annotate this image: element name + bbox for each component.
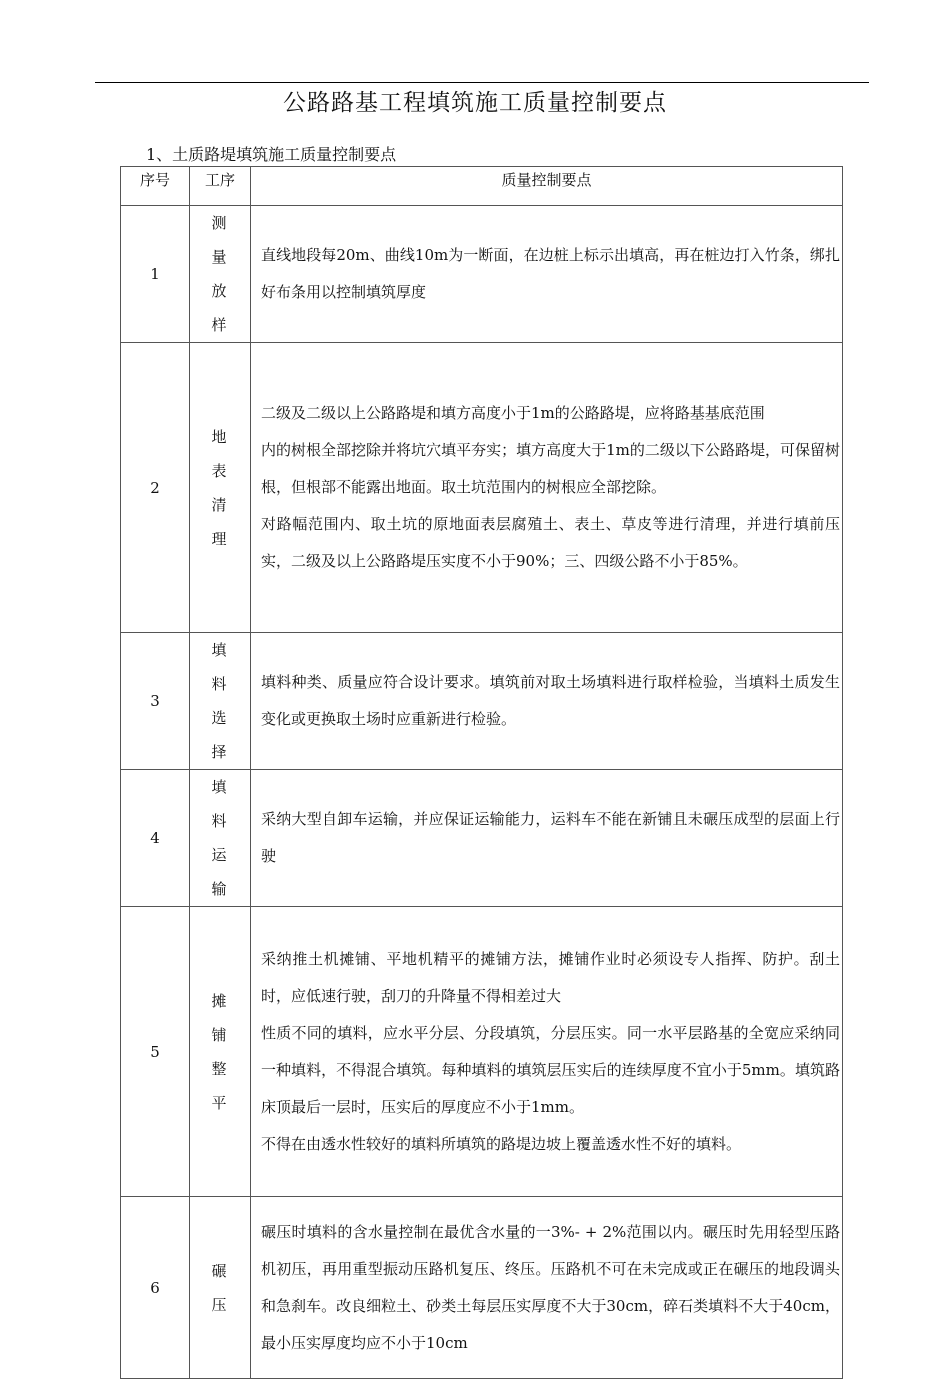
table-row <box>121 206 843 343</box>
row-requirements <box>251 1197 843 1379</box>
row-process <box>190 633 251 770</box>
requirement-paragraph: 直线地段每20m、曲线10m为一断面，在边桩上标示出填高，再在桩边打入竹条，绑扎好布条用以控制填筑厚度 <box>261 246 840 301</box>
row-process <box>190 343 251 633</box>
row-seq: 1 <box>121 206 190 343</box>
row-seq: 5 <box>121 907 190 1197</box>
row-process <box>190 770 251 907</box>
header-requirements: 质量控制要点 <box>251 167 843 206</box>
table-row <box>121 343 843 633</box>
section-title: 1、土质路堤填筑施工质量控制要点 <box>146 145 397 164</box>
header-process: 工序 <box>190 167 251 206</box>
table-row <box>121 1197 843 1379</box>
row-seq: 3 <box>121 633 190 770</box>
row-process-text: 填料选择 <box>211 641 229 761</box>
row-process-text: 摊铺整平 <box>211 991 229 1112</box>
row-process-text: 填料运输 <box>211 778 229 898</box>
requirement-paragraph: 二级及二级以上公路路堤和填方高度小于1m的公路路堤，应将路基基底范围 <box>261 404 765 422</box>
quality-control-table <box>120 166 843 1379</box>
row-requirements <box>251 907 843 1197</box>
row-requirements <box>251 633 843 770</box>
table-row <box>121 633 843 770</box>
row-requirements <box>251 343 843 633</box>
row-requirements <box>251 206 843 343</box>
row-process <box>190 206 251 343</box>
table-header-row <box>121 167 843 206</box>
row-process-text: 测量放样 <box>211 214 229 334</box>
requirement-paragraph: 内的树根全部挖除并将坑穴填平夯实；填方高度大于1m的二级以下公路路堤，可保留树根，但根部不能露出地面。取土坑范围内的树根应全部挖除。 <box>261 441 840 496</box>
requirement-paragraph: 碾压时填料的含水量控制在最优含水量的一3%- + 2%范围以内。碾压时先用轻型压路机初压，再用重型振动压路机复压、终压。压路机不可在未完成或正在碾压的地段调头和急刹车。改良细粒土、砂类土每层压实厚度不大于30cm，碎石类填料不大于40cm，最小压实厚度均应不小于10cm <box>261 1222 840 1352</box>
row-process-text: 碾压 <box>211 1261 229 1314</box>
row-seq: 2 <box>121 343 190 633</box>
row-process-text: 地表清理 <box>211 427 229 548</box>
row-process <box>190 907 251 1197</box>
document-title: 公路路基工程填筑施工质量控制要点 <box>283 90 667 116</box>
table-row <box>121 907 843 1197</box>
table-row <box>121 770 843 907</box>
row-seq: 4 <box>121 770 190 907</box>
requirement-paragraph: 采纳推土机摊铺、平地机精平的摊铺方法，摊铺作业时必须设专人指挥、防护。刮土时，应低速行驶，刮刀的升降量不得相差过大 <box>261 949 840 1005</box>
requirement-paragraph: 不得在由透水性较好的填料所填筑的路堤边坡上覆盖透水性不好的填料。 <box>261 1134 742 1153</box>
header-seq: 序号 <box>121 167 190 206</box>
requirement-paragraph: 填料种类、质量应符合设计要求。填筑前对取土场填料进行取样检验，当填料土质发生变化或更换取土场时应重新进行检验。 <box>261 673 840 728</box>
header-rule <box>95 82 869 83</box>
row-process <box>190 1197 251 1379</box>
requirement-paragraph: 采纳大型自卸车运输，并应保证运输能力，运料车不能在新铺且未碾压成型的层面上行驶 <box>261 810 840 865</box>
row-requirements <box>251 770 843 907</box>
row-seq: 6 <box>121 1197 190 1379</box>
requirement-paragraph: 对路幅范围内、取土坑的原地面表层腐殖土、表土、草皮等进行清理，并进行填前压实，二级及以上公路路堤压实度不小于90%；三、四级公路不小于85%。 <box>261 515 840 570</box>
requirement-paragraph: 性质不同的填料，应水平分层、分段填筑，分层压实。同一水平层路基的全宽应采纳同一种填料，不得混合填筑。每种填料的填筑层压实后的连续厚度不宜小于5mm。填筑路床顶最后一层时，压实后的厚度应不小于1mm。 <box>261 1023 840 1116</box>
